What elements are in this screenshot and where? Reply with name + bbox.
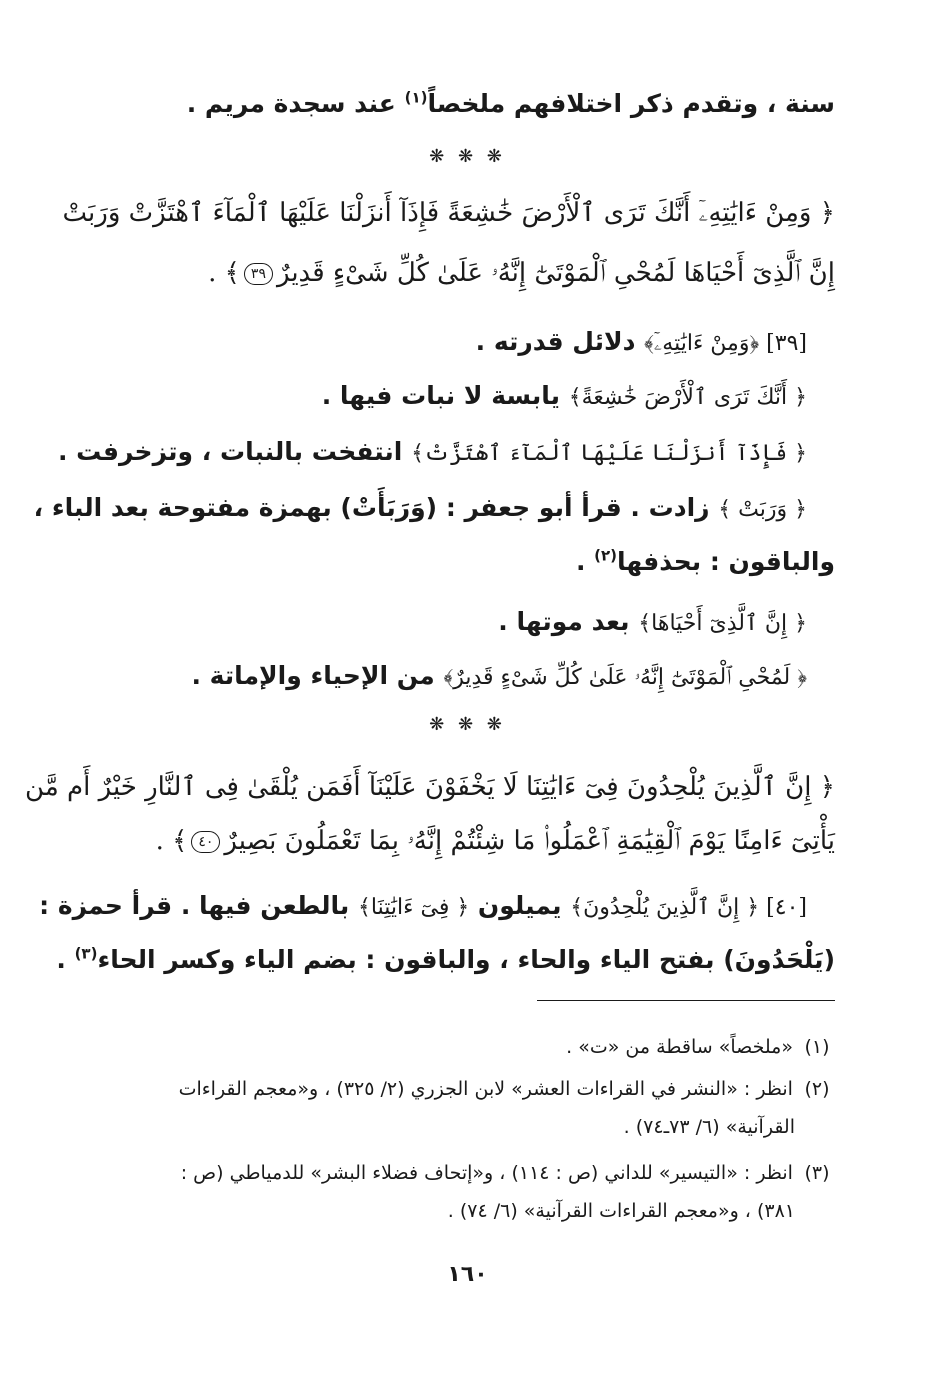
footnote-ref-2[interactable]: (٢) (594, 546, 618, 565)
verse-40-line-2 (100, 818, 835, 864)
quoted-verse: ﴿ فِىٓ ءَايَٰتِنَا﴾ (358, 895, 470, 920)
footnote-text: انظر : «النشر في القراءات العشر» لابن الجزري (٢/ ٣٢٥) ، و«معجم القراءات (178, 1078, 793, 1100)
explanation: دلائل قدرته . (475, 327, 645, 356)
quoted-verse: [٤٠] ﴿ إِنَّ ٱلَّذِينَ يُلْحِدُونَ﴾ (570, 895, 807, 920)
footnote-text: «ملخصاً» ساقطة من «ت» . (566, 1036, 793, 1058)
commentary-line (100, 542, 835, 582)
page-number: ١٦٠ (447, 1262, 488, 1287)
verse-40-text: يَأْتِىٓ ءَامِنًا يَوْمَ ٱلْقِيَٰمَةِ ٱعْمَلُوا۟ مَا شِئْتُمْ إِنَّهُۥ بِمَا تَعْمَلُونَ بَصِيرٌ (224, 826, 835, 856)
footnote-ref-3[interactable]: (٣) (74, 944, 98, 963)
explanation: انتفخت بالنبات ، وتزخرفت . (57, 437, 412, 466)
quoted-verse: ﴿ وَرَبَتْ ﴾ (718, 497, 807, 522)
footnote-number: (٣) (804, 1162, 830, 1184)
commentary-line (57, 432, 807, 474)
quoted-verse: ﴿ فَإِذَآ أَنزَلْنَا عَلَيْهَا ٱلْمَآءَ ٱهْتَزَّتْ﴾ (411, 441, 807, 466)
explanation: من الإحياء والإماتة . (191, 661, 444, 690)
ayah-number-marker: ٤٠ (191, 831, 220, 853)
section-separator: ❋ ❋ ❋ (429, 146, 506, 167)
verse-39-line-1: ﴿ وَمِنْ ءَايَٰتِهِۦٓ أَنَّكَ تَرَى ٱلْأَرْضَ خَٰشِعَةً فَإِذَآ أَنزَلْنَا عَلَيْهَا ٱلْمَآءَ ٱهْتَزَّتْ وَرَبَتْ (62, 198, 835, 228)
commentary-line (100, 322, 807, 364)
quoted-verse: ﴿ لَمُحْىِ ٱلْمَوْتَىٰٓ إِنَّهُۥ عَلَىٰ كُلِّ شَىْءٍ قَدِيرٌ﴾ (443, 665, 807, 690)
footnote-number: (٢) (804, 1078, 830, 1100)
commentary-line (100, 376, 807, 418)
section-separator: ❋ ❋ ❋ (429, 714, 506, 735)
footnote-number: (١) (804, 1036, 830, 1058)
intro-text: سنة ، وتقدم ذكر اختلافهم ملخصاً (427, 89, 835, 118)
verse-40-close: ﴾ . (155, 826, 188, 856)
commentary-line (100, 602, 807, 644)
explanation: يابسة لا نبات فيها . (321, 381, 569, 410)
verse-40-line-1: ﴿ إِنَّ ٱلَّذِينَ يُلْحِدُونَ فِىٓ ءَايَٰتِنَا لَا يَخْفَوْنَ عَلَيْنَآ أَفَمَن يُلْقَىٰ فِى ٱلنَّارِ خَيْرٌ أَم مَّن (25, 772, 835, 802)
intro-line (100, 84, 835, 124)
footnote-1 (100, 1030, 835, 1064)
commentary-line (33, 488, 807, 530)
commentary-line (100, 656, 807, 698)
footnote-3-cont: ٣٨١) ، و«معجم القراءات القرآنية» (٦/ ٧٤) . (447, 1200, 795, 1222)
explanation-end: . (56, 945, 75, 974)
explanation: زادت . قرأ أبو جعفر : (وَرَبَأَتْ) بهمزة مفتوحة بعد الباء ، (33, 493, 719, 522)
quoted-verse: ﴿ إِنَّ ٱلَّذِىٓ أَحْيَاهَا﴾ (638, 611, 807, 636)
footnote-3 (108, 1156, 835, 1190)
explanation-end: . (575, 547, 595, 576)
explanation: والباقون : بحذفها (617, 547, 835, 576)
footnote-2 (108, 1072, 835, 1106)
explanation: يميلون (469, 891, 571, 920)
commentary-line (56, 940, 835, 980)
verse-39-close: ﴾ . (208, 258, 240, 288)
commentary-line (39, 886, 807, 928)
explanation: بعد موتها . (498, 607, 639, 636)
ayah-number-marker: ٣٩ (244, 263, 273, 285)
quoted-verse: ﴿ أَنَّكَ تَرَى ٱلْأَرْضَ خَٰشِعَةً﴾ (568, 385, 807, 410)
verse-39-text: إِنَّ ٱلَّذِىٓ أَحْيَاهَا لَمُحْىِ ٱلْمَوْتَىٰٓ إِنَّهُۥ عَلَىٰ كُلِّ شَىْءٍ قَدِيرٌ (276, 258, 835, 288)
footnote-text: انظر : «التيسير» للداني (ص : ١١٤) ، و«إتحاف فضلاء البشر» للدمياطي (ص : (180, 1162, 793, 1184)
quoted-verse: [٣٩] ﴿وَمِنْ ءَايَٰتِهِۦٓ﴾ (644, 331, 807, 356)
footnote-divider (537, 1000, 835, 1001)
explanation: بالطعن فيها . قرأ حمزة : (39, 891, 359, 920)
footnote-ref-1[interactable]: (١) (404, 88, 428, 107)
intro-text-end: عند سجدة مريم . (186, 89, 405, 118)
verse-39-line-2 (100, 250, 835, 296)
footnote-2-cont: القرآنية» (٦/ ٧٣ـ٧٤) . (623, 1116, 795, 1138)
explanation: (يَلْحَدُونَ) بفتح الياء والحاء ، والباقون : بضم الياء وكسر الحاء (97, 945, 835, 974)
